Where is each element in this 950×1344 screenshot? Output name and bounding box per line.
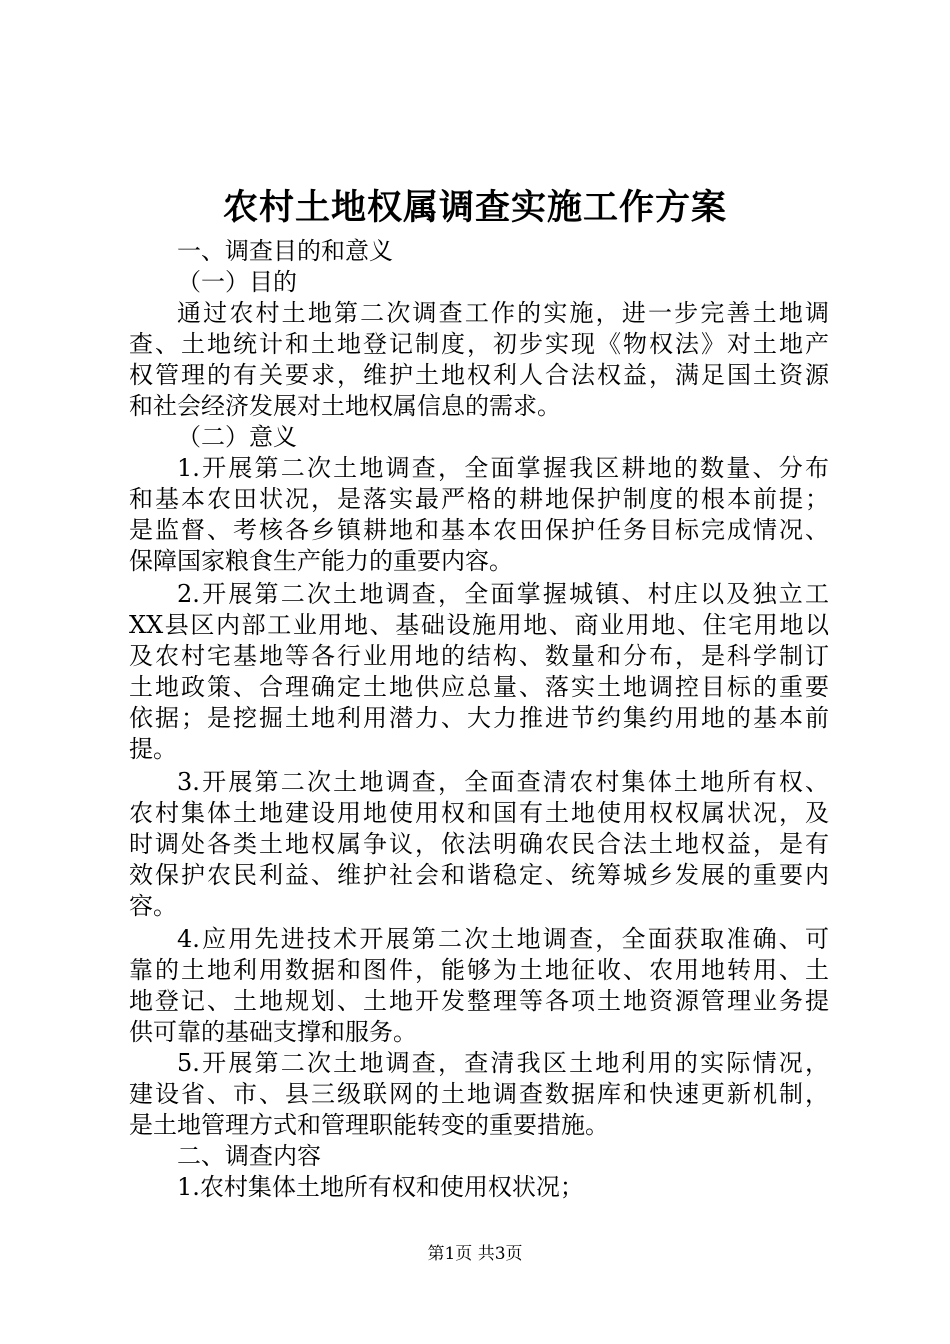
paragraph-line: 提。 bbox=[129, 735, 177, 763]
paragraph-line: 靠的土地利用数据和图件，能够为土地征收、农用地转用、土 bbox=[129, 956, 829, 984]
paragraph-line: 时调处各类土地权属争议，依法明确农民合法土地权益，是有 bbox=[129, 830, 829, 858]
document-title: 农村土地权属调查实施工作方案 bbox=[222, 188, 727, 228]
subheading-significance: （二）意义 bbox=[177, 423, 297, 451]
list-item: 1.农村集体土地所有权和使用权状况； bbox=[177, 1173, 584, 1201]
paragraph-line: 依据；是挖掘土地利用潜力、大力推进节约集约用地的基本前 bbox=[129, 704, 829, 732]
paragraph-line: 4.应用先进技术开展第二次土地调查，全面获取准确、可 bbox=[177, 925, 829, 953]
paragraph-line: 1.开展第二次土地调查，全面掌握我区耕地的数量、分布 bbox=[177, 454, 829, 482]
paragraph-line: 效保护农民利益、维护社会和谐稳定、统筹城乡发展的重要内 bbox=[129, 861, 829, 889]
paragraph-line: 权管理的有关要求，维护土地权利人合法权益，满足国土资源 bbox=[129, 361, 829, 389]
paragraph-line: 是土地管理方式和管理职能转变的重要措施。 bbox=[129, 1111, 609, 1139]
paragraph-line: 和基本农田状况，是落实最严格的耕地保护制度的根本前提； bbox=[129, 485, 829, 513]
paragraph-line: 容。 bbox=[129, 892, 177, 920]
paragraph-line: XX县区内部工业用地、基础设施用地、商业用地、住宅用地以 bbox=[129, 611, 829, 639]
paragraph-line: 是监督、考核各乡镇耕地和基本农田保护任务目标完成情况、 bbox=[129, 516, 829, 544]
paragraph-line: 农村集体土地建设用地使用权和国有土地使用权权属状况，及 bbox=[129, 799, 829, 827]
paragraph-line: 3.开展第二次土地调查，全面查清农村集体土地所有权、 bbox=[177, 768, 829, 796]
paragraph-line: 及农村宅基地等各行业用地的结构、数量和分布，是科学制订 bbox=[129, 642, 829, 670]
paragraph-line: 和社会经济发展对土地权属信息的需求。 bbox=[129, 392, 561, 420]
paragraph-line: 土地政策、合理确定土地供应总量、落实土地调控目标的重要 bbox=[129, 673, 829, 701]
heading-section-2: 二、调查内容 bbox=[177, 1142, 321, 1170]
heading-section-1: 一、调查目的和意义 bbox=[177, 237, 393, 265]
paragraph-line: 查、土地统计和土地登记制度，初步实现《物权法》对土地产 bbox=[129, 330, 829, 358]
document-body bbox=[129, 236, 829, 1203]
paragraph-line: 建设省、市、县三级联网的土地调查数据库和快速更新机制， bbox=[129, 1080, 829, 1108]
paragraph-line: 2.开展第二次土地调查，全面掌握城镇、村庄以及独立工 bbox=[177, 580, 829, 608]
page-footer: 第1页 共3页 bbox=[427, 1244, 523, 1264]
paragraph-line: 供可靠的基础支撑和服务。 bbox=[129, 1018, 417, 1046]
paragraph-line: 保障国家粮食生产能力的重要内容。 bbox=[129, 547, 513, 575]
subheading-purpose: （一）目的 bbox=[177, 268, 297, 296]
paragraph-line: 通过农村土地第二次调查工作的实施，进一步完善土地调 bbox=[177, 299, 829, 327]
paragraph-line: 地登记、土地规划、土地开发整理等各项土地资源管理业务提 bbox=[129, 987, 829, 1015]
paragraph-line: 5.开展第二次土地调查，查清我区土地利用的实际情况， bbox=[177, 1049, 829, 1077]
